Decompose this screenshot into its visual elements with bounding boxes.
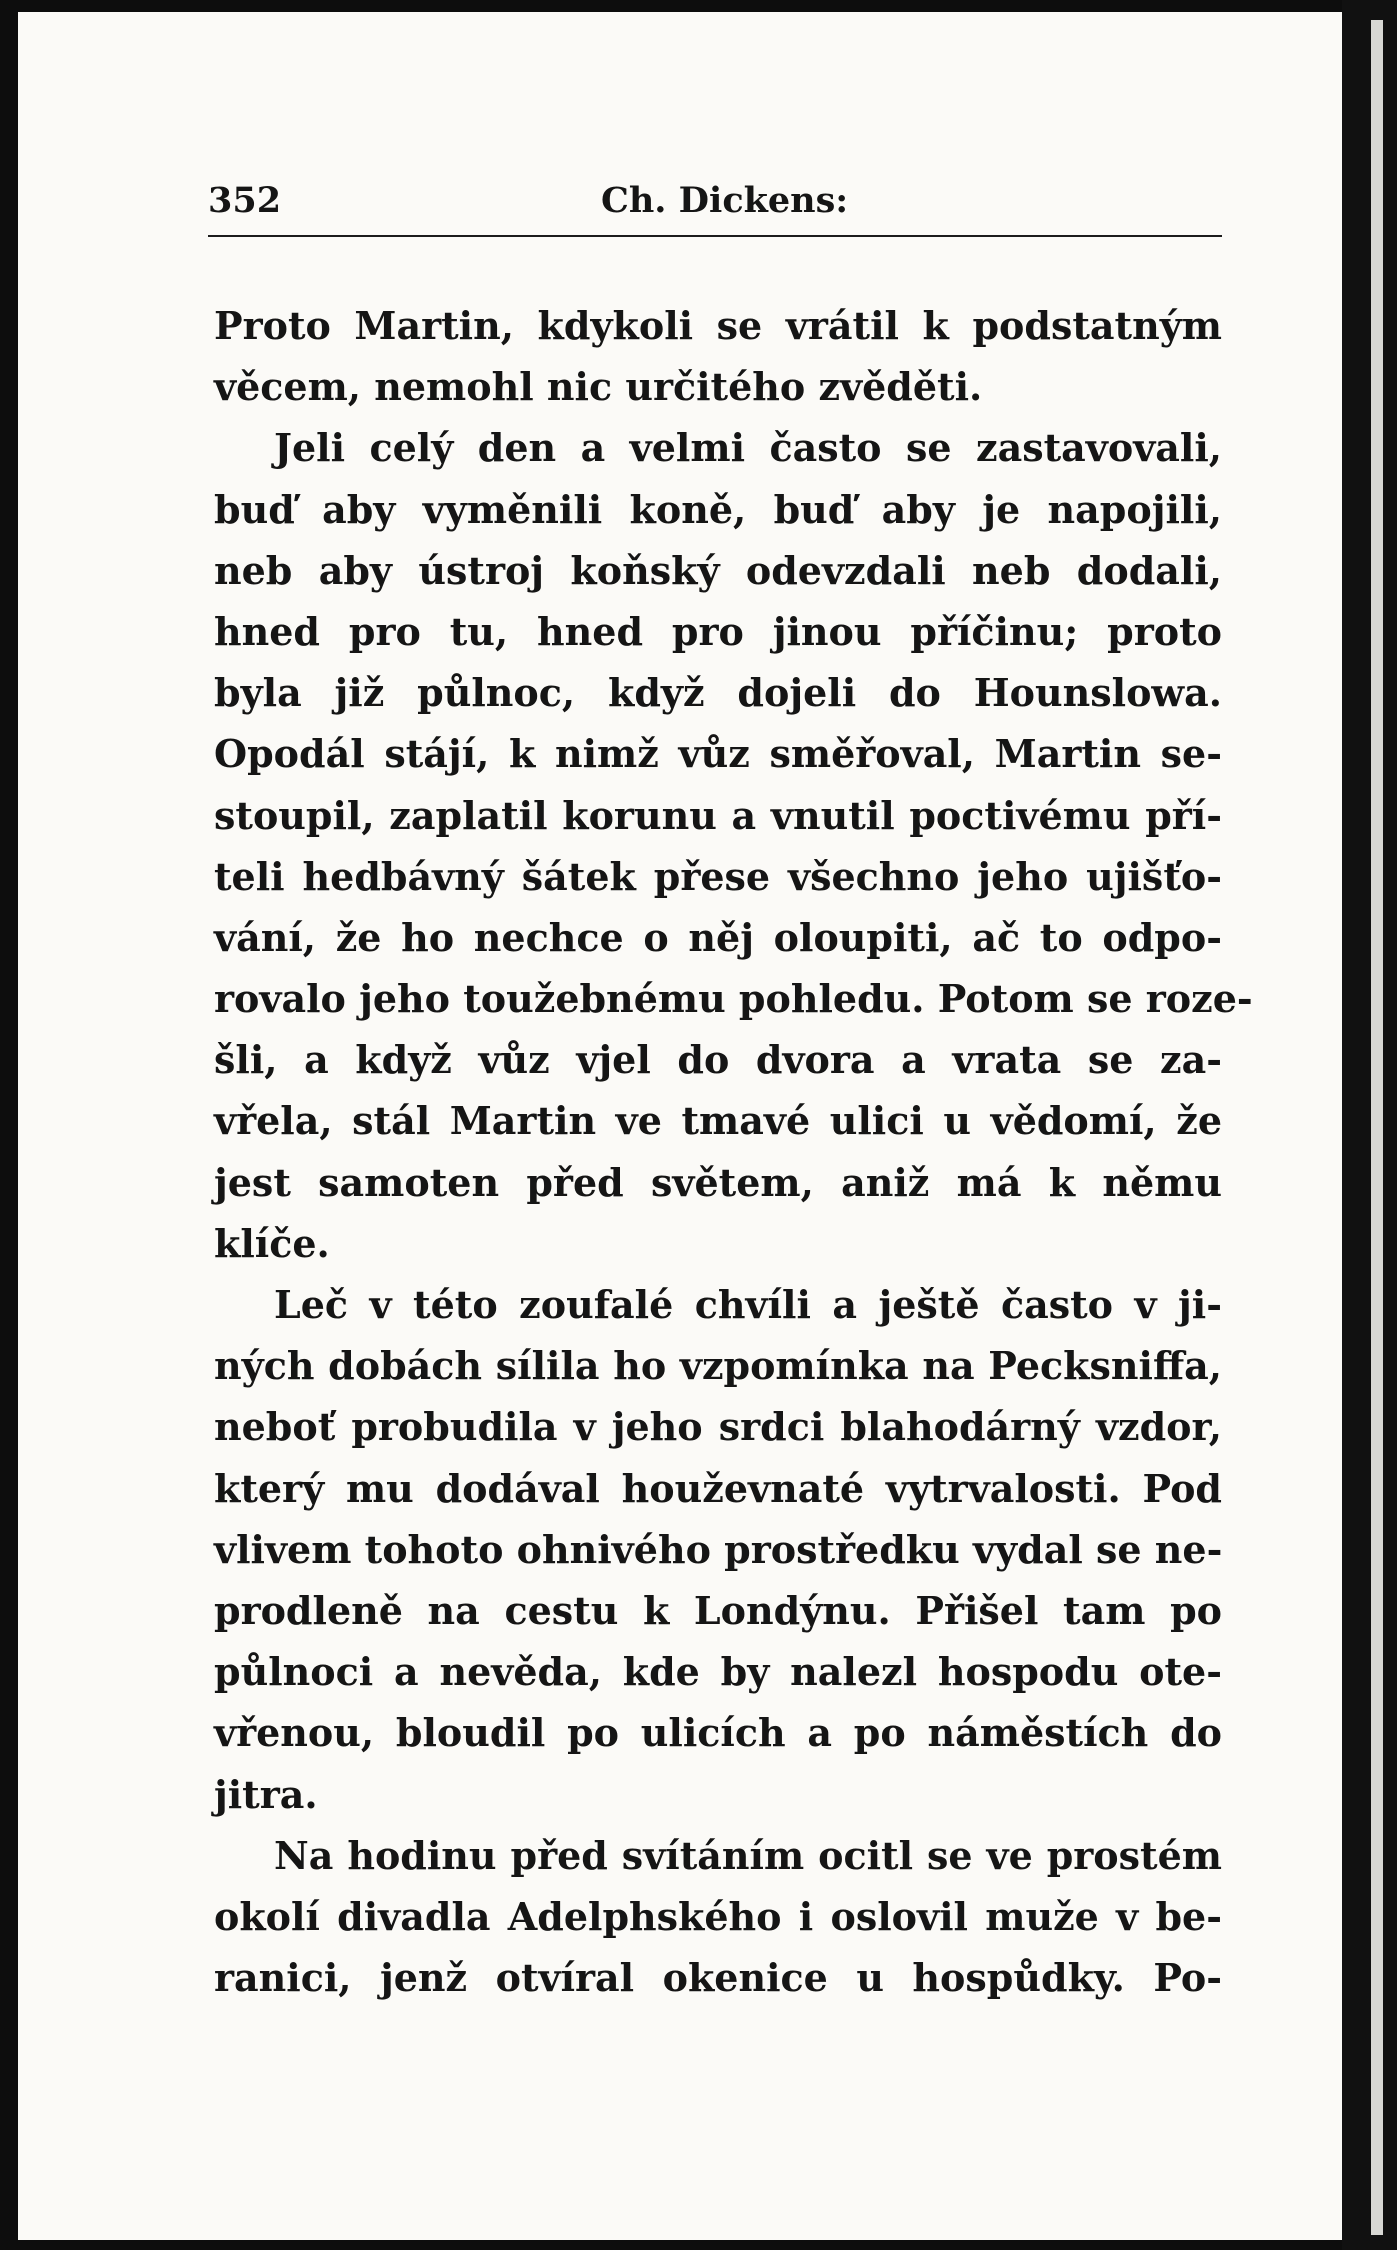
text-line: šli, a když vůz vjel do dvora a vrata se za- bbox=[214, 1037, 1222, 1083]
text-line: jitra. bbox=[214, 1771, 318, 1817]
text-line: neboť probudila v jeho srdci blahodárný vzdor, bbox=[214, 1404, 1222, 1450]
text-line: vání, že ho nechce o něj oloupiti, ač to odpo- bbox=[214, 914, 1222, 960]
page-edge-strip bbox=[1371, 20, 1383, 2235]
text-line: půlnoci a nevěda, kde by nalezl hospodu ote- bbox=[214, 1649, 1222, 1695]
book-page bbox=[18, 12, 1342, 2240]
text-line: klíče. bbox=[214, 1220, 330, 1266]
text-line: Leč v této zoufalé chvíli a ještě často v ji- bbox=[274, 1282, 1222, 1327]
page-number: 352 bbox=[208, 180, 282, 221]
text-line: ranici, jenž otvíral okenice u hospůdky. Po- bbox=[214, 1955, 1222, 2001]
text-line: Na hodinu před svítáním ocitl se ve prostém bbox=[274, 1832, 1222, 1878]
page-header bbox=[208, 180, 1222, 230]
text-line: teli hedbávný šátek přese všechno jeho ujišťo- bbox=[214, 853, 1222, 899]
text-line: vřenou, bloudil po ulicích a po náměstích do bbox=[214, 1710, 1222, 1756]
text-line: věcem, nemohl nic určitého zvěděti. bbox=[214, 364, 983, 410]
body-text bbox=[214, 295, 1253, 2008]
text-line: prodleně na cestu k Londýnu. Přišel tam po bbox=[214, 1587, 1222, 1633]
text-line: vlivem tohoto ohnivého prostředku vydal se ne- bbox=[214, 1526, 1223, 1572]
text-line: jest samoten před světem, aniž má k němu bbox=[214, 1159, 1222, 1205]
running-title: Ch. Dickens: bbox=[601, 180, 849, 221]
text-line: neb aby ústroj koňský odevzdali neb dodali, bbox=[214, 547, 1222, 593]
text-line: který mu dodával houževnaté vytrvalosti. Pod bbox=[214, 1465, 1222, 1511]
text-line: Opodál stájí, k nimž vůz směřoval, Martin se- bbox=[214, 731, 1222, 777]
text-line: hned pro tu, hned pro jinou příčinu; proto bbox=[214, 608, 1222, 654]
text-line: stoupil, zaplatil korunu a vnutil poctivému pří- bbox=[214, 792, 1222, 838]
text-line: Proto Martin, kdykoli se vrátil k podstatným bbox=[214, 303, 1222, 348]
text-line: vřela, stál Martin ve tmavé ulici u vědomí, že bbox=[214, 1098, 1222, 1144]
text-line: ných dobách sílila ho vzpomínka na Pecksniffa, bbox=[214, 1343, 1222, 1389]
text-line: rovalo jeho toužebnému pohledu. Potom se roze- bbox=[214, 976, 1253, 1022]
text-line: okolí divadla Adelphského i oslovil muže v be- bbox=[214, 1893, 1222, 1939]
page-edge-shadow bbox=[1342, 0, 1397, 2250]
text-line: byla již půlnoc, když dojeli do Hounslowa. bbox=[214, 670, 1222, 716]
text-line: buď aby vyměnili koně, buď aby je napojili, bbox=[214, 486, 1222, 532]
text-line: Jeli celý den a velmi často se zastavovali, bbox=[274, 425, 1222, 471]
header-rule bbox=[208, 235, 1222, 237]
